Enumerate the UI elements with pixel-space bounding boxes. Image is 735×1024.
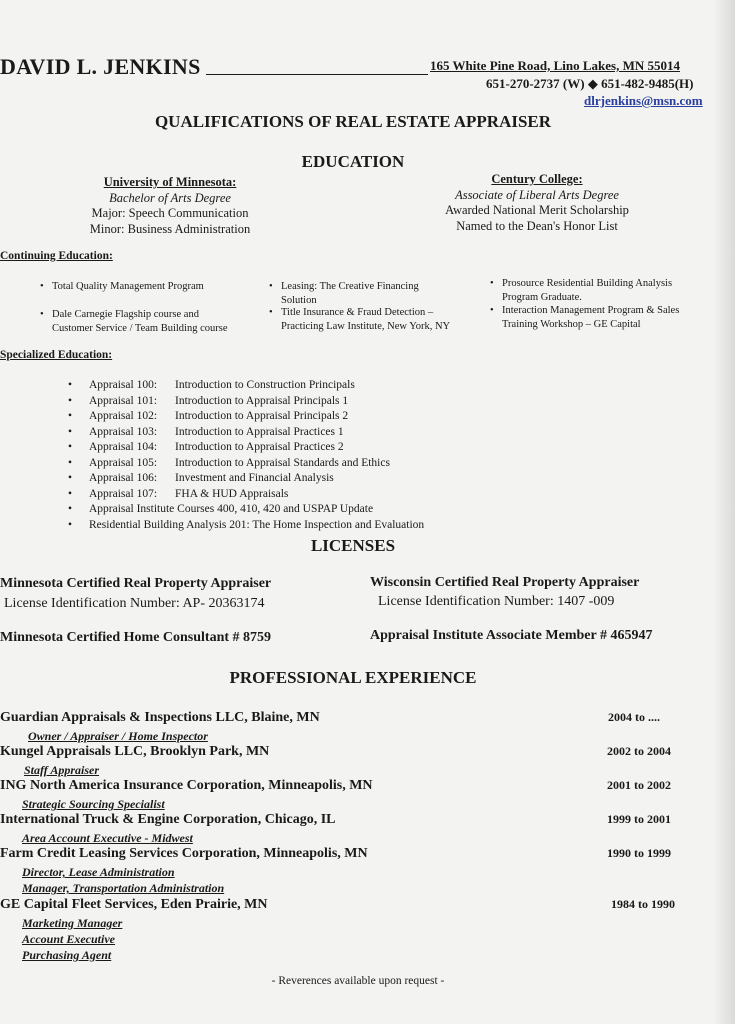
bullet-icon: • <box>490 278 494 289</box>
job-role: Account Executive <box>22 932 115 946</box>
minor-umn: Minor: Business Administration <box>89 221 251 236</box>
job-role: Director, Lease Administration <box>22 865 175 879</box>
bullet-icon: • <box>68 425 73 438</box>
major-umn: Major: Speech Communication <box>91 206 249 220</box>
address: 165 White Pine Road, Lino Lakes, MN 55014 <box>430 58 681 73</box>
document-title: QUALIFICATIONS OF REAL ESTATE APPRAISER <box>154 112 552 131</box>
job-years: 2002 to 2004 <box>607 744 671 758</box>
job-years: 2004 to .... <box>608 710 660 724</box>
bullet-icon: • <box>68 410 73 422</box>
mn-home-consultant: Minnesota Certified Home Consultant # 8759 <box>0 630 272 645</box>
bullet-icon: • <box>269 307 273 318</box>
mn-license-title: Minnesota Certified Real Property Appraiser <box>0 576 272 591</box>
job-role: Strategic Sourcing Specialist <box>22 797 165 811</box>
bullet-icon: • <box>40 309 44 320</box>
degree-century: Associate of Liberal Arts Degree <box>455 187 619 202</box>
education-left <box>70 175 270 237</box>
job-role: Manager, Transportation Administration <box>22 881 225 895</box>
job-role: Owner / Appraiser / Home Inspector <box>28 729 208 743</box>
continuing-item: • Prosource Residential Building Analysis Program Graduate. <box>490 278 673 303</box>
specialized-education-heading: Specialized Education: <box>0 349 113 361</box>
name-rule <box>206 74 428 75</box>
bullet-icon: • <box>40 281 44 292</box>
honor-century: Named to the Dean's Honor List <box>456 218 618 233</box>
continuing-item: • Leasing: The Creative Financing Solution <box>269 281 419 306</box>
job-role: Marketing Manager <box>22 916 123 930</box>
email-link[interactable]: dlrjenkins@msn.com <box>584 93 703 108</box>
bullet-icon: • <box>68 518 73 531</box>
references-footer: - Reverences available upon request - <box>271 975 445 987</box>
continuing-item: • Title Insurance & Fraud Detection – Practicing Law Institute, New York, NY <box>269 307 451 332</box>
continuing-item: • Dale Carnegie Flagship course and Customer Service / Team Building course <box>40 309 228 334</box>
education-heading: EDUCATION <box>301 152 405 171</box>
employer: Kungel Appraisals LLC, Brooklyn Park, MN <box>0 744 270 759</box>
mn-license-number: License Identification Number: AP- 20363174 <box>4 596 265 611</box>
page-edge-shadow <box>713 0 735 1024</box>
school-name-century: Century College: <box>491 172 583 186</box>
job-years: 2001 to 2002 <box>607 778 671 792</box>
bullet-icon: • <box>68 456 73 469</box>
job-role: Area Account Executive - Midwest <box>22 831 193 845</box>
employer: GE Capital Fleet Services, Eden Prairie, MN <box>0 897 268 912</box>
job-years: 1990 to 1999 <box>607 846 671 860</box>
continuing-education-heading: Continuing Education: <box>0 250 113 262</box>
continuing-item: • Total Quality Management Program <box>40 281 204 292</box>
job-years: 1999 to 2001 <box>607 812 671 826</box>
bullet-icon: • <box>68 503 73 515</box>
bullet-icon: • <box>68 441 73 453</box>
wi-license-title: Wisconsin Certified Real Property Appraiser <box>370 575 640 590</box>
school-name-umn: University of Minnesota: <box>103 175 237 189</box>
employer: ING North America Insurance Corporation, Minneapolis, MN <box>0 778 373 793</box>
scholarship-century: Awarded National Merit Scholarship <box>445 203 629 217</box>
job-role: Purchasing Agent <box>22 948 112 962</box>
bullet-icon: • <box>68 472 73 484</box>
appraisal-institute-member: Appraisal Institute Associate Member # 465947 <box>370 628 653 643</box>
wi-license-number: License Identification Number: 1407 -009 <box>378 594 615 609</box>
bullet-icon: • <box>68 379 73 391</box>
bullet-icon: • <box>68 487 73 500</box>
job-role: Staff Appraiser <box>24 763 100 777</box>
employer: International Truck & Engine Corporation, Chicago, IL <box>0 812 336 827</box>
bullet-icon: • <box>490 305 494 316</box>
education-right <box>427 172 647 234</box>
continuing-item: • Interaction Management Program & Sales Training Workshop – GE Capital <box>490 305 680 330</box>
employer: Guardian Appraisals & Inspections LLC, Blaine, MN <box>0 710 320 725</box>
bullet-icon: • <box>269 281 273 292</box>
experience-heading: PROFESSIONAL EXPERIENCE <box>229 668 477 687</box>
job-years: 1984 to 1990 <box>611 897 675 911</box>
phone-numbers: 651-270-2737 (W) ◆ 651-482-9485(H) <box>486 76 694 91</box>
candidate-name: DAVID L. JENKINS <box>0 54 201 79</box>
bullet-icon: • <box>68 394 73 407</box>
employer: Farm Credit Leasing Services Corporation, Minneapolis, MN <box>0 846 368 861</box>
degree-umn: Bachelor of Arts Degree <box>109 190 231 205</box>
licenses-heading: LICENSES <box>310 536 396 555</box>
